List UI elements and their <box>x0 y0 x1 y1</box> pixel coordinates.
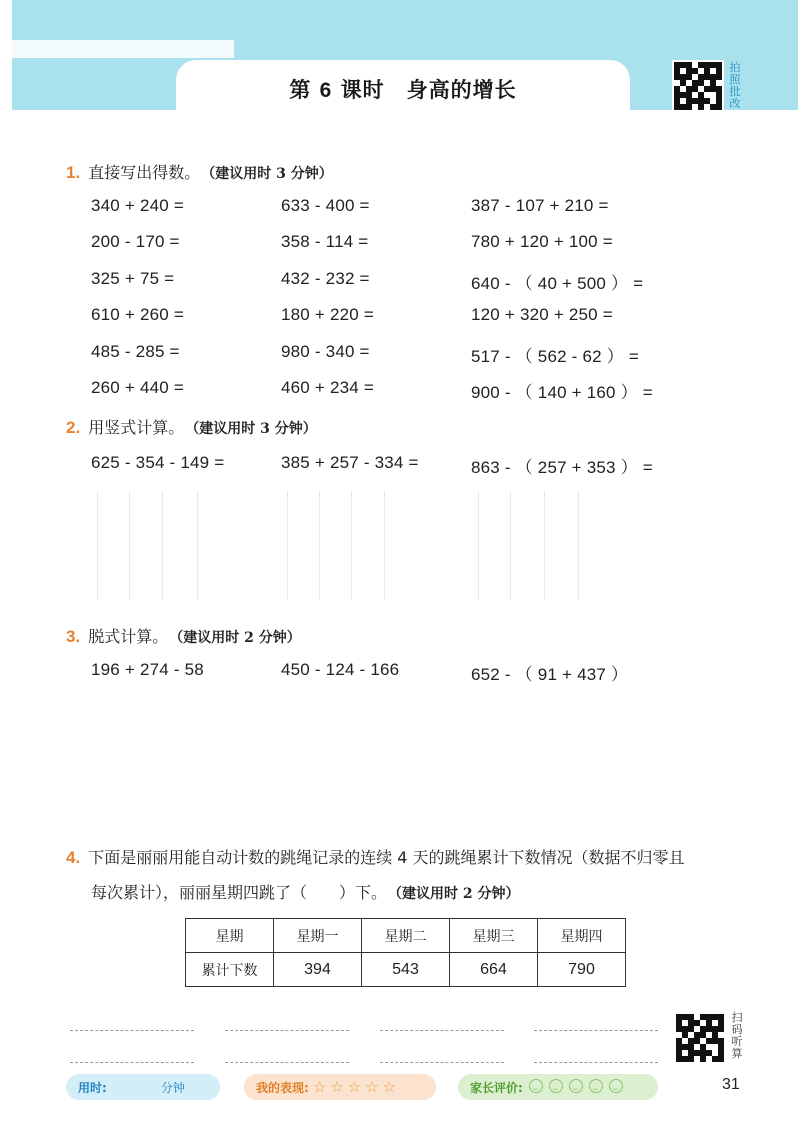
guide-line <box>544 492 545 600</box>
answer-line[interactable] <box>225 1062 349 1063</box>
oral-calc-expression: 180 + 220 = <box>281 305 374 324</box>
smiley-face-icon[interactable] <box>569 1079 583 1093</box>
guide-line <box>478 492 479 600</box>
question-2-heading <box>66 415 317 438</box>
qr-bottom-char: 算 <box>731 1047 743 1060</box>
question-text-cont: 每次累计），丽丽星期四跳了（ ）下。 <box>91 883 388 902</box>
question-number: 4. <box>66 848 81 867</box>
answer-line[interactable] <box>380 1062 504 1063</box>
oral-calc-expression: 260 + 440 = <box>91 378 184 397</box>
qr-bottom-char: 扫 <box>731 1011 743 1024</box>
smiley-face-icon[interactable] <box>589 1079 603 1093</box>
qr-top-char: 拍 <box>729 61 741 74</box>
qr-bottom-char: 码 <box>731 1023 743 1036</box>
answer-line[interactable] <box>380 1030 504 1031</box>
smiley-face-icon[interactable] <box>549 1079 563 1093</box>
time-hint: （建议用时 3 分钟） <box>192 421 317 437</box>
question-3-heading <box>66 624 301 647</box>
question-4-line-1 <box>66 845 685 868</box>
star-rating[interactable] <box>309 1078 396 1096</box>
time-hint: （建议用时 2 分钟） <box>176 630 301 646</box>
answer-line[interactable] <box>70 1030 194 1031</box>
page-number: 31 <box>722 1076 740 1093</box>
vertical-calc-3: 863 - （ 257 + 353 ） = <box>471 458 653 477</box>
answer-line[interactable] <box>225 1030 349 1031</box>
guide-line <box>129 492 130 600</box>
question-number: 2. <box>66 418 81 437</box>
oral-calc-expression: 517 - （ 562 - 62 ） = <box>471 347 639 366</box>
time-used-label: 用时: <box>78 1080 107 1095</box>
qr-code-bottom-icon[interactable] <box>674 1012 726 1064</box>
smiley-face-icon[interactable] <box>529 1079 543 1093</box>
stepwise-calc-3: 652 - （ 91 + 437 ） <box>471 665 629 684</box>
star-icon[interactable]: ☆ <box>382 1078 397 1096</box>
table-header-cell: 星期一 <box>274 919 362 953</box>
qr-bottom-char: 听 <box>731 1035 743 1048</box>
oral-calc-expression: 200 - 170 = <box>91 232 180 251</box>
question-number: 1. <box>66 163 81 182</box>
qr-code-top-icon[interactable] <box>672 60 724 112</box>
qr-top-char: 批 <box>729 85 741 98</box>
qr-bottom-label <box>730 1012 744 1060</box>
oral-calc-expression: 387 - 107 + 210 = <box>471 196 609 215</box>
star-icon[interactable]: ☆ <box>312 1078 327 1096</box>
jump-rope-table <box>185 918 626 987</box>
parent-review-pill <box>458 1074 658 1100</box>
qr-top-label <box>728 62 742 110</box>
table-row-label: 累计下数 <box>186 953 274 987</box>
oral-calc-expression: 432 - 232 = <box>281 269 370 288</box>
oral-calc-expression: 460 + 234 = <box>281 378 374 397</box>
table-header-cell: 星期二 <box>362 919 450 953</box>
oral-calc-expression: 325 + 75 = <box>91 269 175 288</box>
stepwise-calc-1: 196 + 274 - 58 <box>91 660 204 679</box>
question-4-line-2 <box>91 880 520 903</box>
table-cell: 394 <box>274 953 362 987</box>
stepwise-calc-2: 450 - 124 - 166 <box>281 660 400 679</box>
vertical-calc-2: 385 + 257 - 334 = <box>281 453 419 472</box>
question-number: 3. <box>66 627 81 646</box>
question-1-heading <box>66 160 333 183</box>
guide-line <box>351 492 352 600</box>
table-header-row <box>186 919 626 953</box>
oral-calc-expression: 340 + 240 = <box>91 196 184 215</box>
qr-top-char: 改 <box>729 97 741 110</box>
title-prefix: 第 <box>289 78 312 102</box>
answer-line[interactable] <box>70 1062 194 1063</box>
oral-calc-expression: 610 + 260 = <box>91 305 184 324</box>
qr-pattern <box>674 62 722 110</box>
oral-calc-expression: 780 + 120 + 100 = <box>471 232 613 251</box>
star-icon[interactable]: ☆ <box>347 1078 362 1096</box>
qr-top-char: 照 <box>729 73 741 86</box>
qr-pattern <box>676 1014 724 1062</box>
star-icon[interactable]: ☆ <box>330 1078 344 1096</box>
guide-line <box>287 492 288 600</box>
guide-line <box>578 492 579 600</box>
performance-pill <box>244 1074 436 1100</box>
guide-line <box>510 492 511 600</box>
parent-review-label: 家长评价: <box>470 1080 523 1095</box>
guide-line <box>384 492 385 600</box>
oral-calc-expression: 358 - 114 = <box>281 232 369 251</box>
time-hint: （建议用时 3 分钟） <box>208 166 333 182</box>
guide-line <box>97 492 98 600</box>
question-text: 直接写出得数。 <box>88 163 201 182</box>
answer-line[interactable] <box>534 1062 658 1063</box>
title-suffix: 课时 身高的增长 <box>340 78 517 102</box>
oral-calc-expression: 120 + 320 + 250 = <box>471 305 613 324</box>
performance-label: 我的表现: <box>256 1080 309 1095</box>
vertical-calc-1: 625 - 354 - 149 = <box>91 453 225 472</box>
smiley-face-icon[interactable] <box>609 1079 623 1093</box>
table-header-cell: 星期四 <box>538 919 626 953</box>
oral-calc-expression: 485 - 285 = <box>91 342 180 361</box>
table-cell: 790 <box>538 953 626 987</box>
oral-calc-expression: 640 - （ 40 + 500 ） = <box>471 274 644 293</box>
table-cell: 543 <box>362 953 450 987</box>
guide-line <box>162 492 163 600</box>
question-text: 脱式计算。 <box>88 627 169 646</box>
lesson-number: 6 <box>319 79 333 102</box>
table-header-cell: 星期三 <box>450 919 538 953</box>
question-text: 用竖式计算。 <box>88 418 185 437</box>
time-used-pill <box>66 1074 220 1100</box>
table-row <box>186 953 626 987</box>
time-hint: （建议用时 2 分钟） <box>395 886 520 902</box>
star-icon[interactable]: ☆ <box>365 1078 379 1096</box>
oral-calc-expression: 633 - 400 = <box>281 196 370 215</box>
header-decorative-strip <box>12 40 234 58</box>
guide-line <box>197 492 198 600</box>
question-text: 下面是丽丽用能自动计数的跳绳记录的连续 4 天的跳绳累计下数情况（数据不归零且 <box>88 848 685 867</box>
face-rating[interactable] <box>523 1079 623 1096</box>
answer-line[interactable] <box>534 1030 658 1031</box>
oral-calc-expression: 900 - （ 140 + 160 ） = <box>471 383 653 402</box>
guide-line <box>319 492 320 600</box>
table-header-cell: 星期 <box>186 919 274 953</box>
oral-calc-expression: 980 - 340 = <box>281 342 370 361</box>
page-title <box>176 74 630 104</box>
time-unit: 分钟 <box>160 1080 185 1095</box>
table-cell: 664 <box>450 953 538 987</box>
